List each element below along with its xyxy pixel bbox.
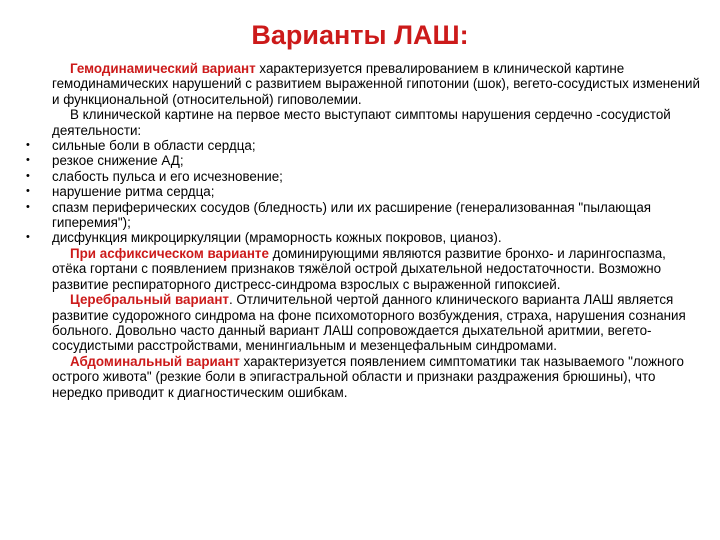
cerebral-text: . Отличительной чертой данного клинического варианта ЛАШ является развитие судорожного синдрома на фоне психомоторного возбуждения, страха, нарушения сознания больного. Довольно часто данный вариант ЛАШ сопровождается дыхательной аритмии, вегето-сосудистыми расстройствами, менингиальным и мезенцефальным синдромами.	[52, 292, 686, 354]
hemodynamic-paragraph	[52, 61, 702, 107]
hemodynamic-term: Гемодинамический вариант	[70, 61, 256, 76]
abdominal-paragraph	[52, 354, 702, 400]
asphyxic-term: асфиксическом варианте	[99, 245, 269, 261]
symptom-item: • слабость пульса и его исчезновение;	[52, 169, 702, 184]
cerebral-term: Церебральный вариант	[70, 292, 229, 308]
symptom-item: • дисфункция микроциркуляции (мраморность кожных покровов, цианоз).	[52, 230, 702, 245]
symptom-item: • сильные боли в области сердца;	[52, 138, 702, 153]
abdominal-term: Абдоминальный вариант	[70, 353, 240, 369]
symptom-item: • нарушение ритма сердца;	[52, 184, 702, 199]
hemodynamic-text: характеризуется превалированием в клинической картине гемодинамических нарушений с развитием выраженной гипотонии (шок), вегето-сосудистых изменений и функциональной (относительной) гиповолемии.	[52, 61, 700, 107]
cerebral-paragraph	[52, 292, 702, 354]
slide-content	[52, 61, 702, 400]
asphyxic-paragraph	[52, 246, 702, 292]
symptom-item: • спазм периферических сосудов (бледность) или их расширение (генерализованная "пылающая гиперемия");	[52, 200, 702, 231]
symptom-item: • резкое снижение АД;	[52, 153, 702, 168]
slide-title: Варианты ЛАШ:	[251, 20, 469, 50]
asphyxic-text: доминирующими являются развитие бронхо- и ларингоспазма, отёка гортани с появлением признаков тяжёлой острой дыхательной недостаточности. Возможно развитие респираторного дистресс-синдрома взрослых с выраженной гипоксией.	[52, 245, 666, 292]
abdominal-text: характеризуется появлением симптоматики так называемого "ложного острого живота" (резкие боли в эпигастральной области и признаки раздражения брюшины), что нередко приводит к диагностическим ошибкам.	[52, 353, 684, 400]
symptom-list	[52, 138, 702, 246]
cardiac-intro: В клинической картине на первое место выступают симптомы нарушения сердечно -сосудистой деятельности:	[52, 107, 671, 138]
asphyxic-prefix: При	[70, 245, 100, 261]
